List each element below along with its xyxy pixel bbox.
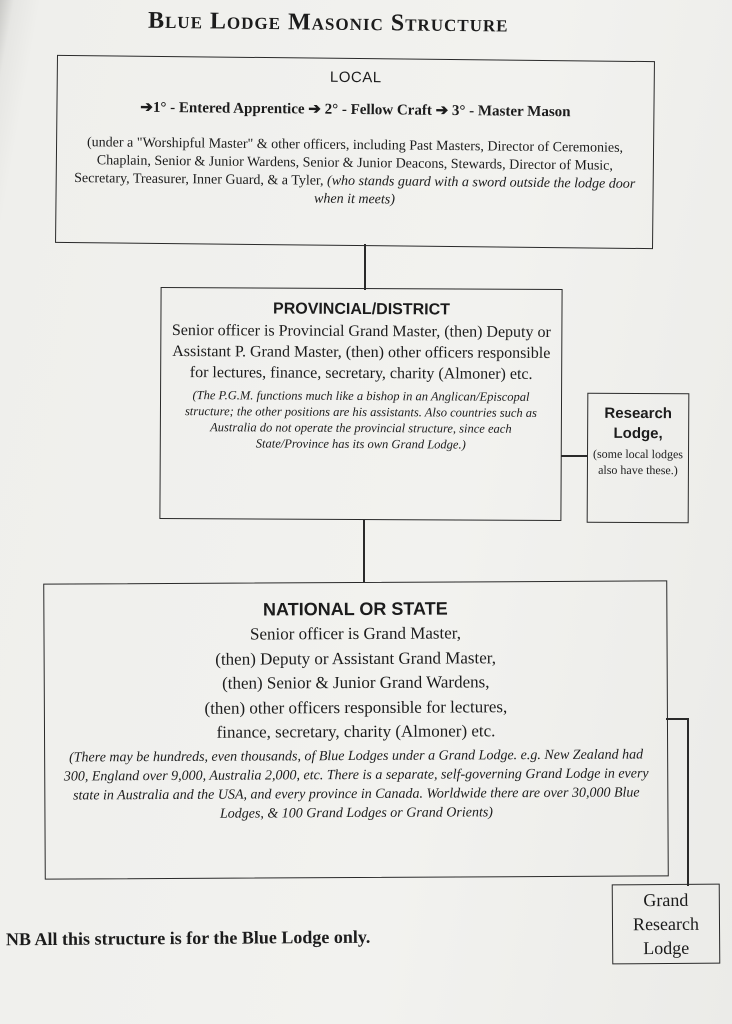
research-heading: Research Lodge,: [604, 404, 673, 443]
connector-provincial-research: [561, 455, 588, 457]
national-line: (then) Senior & Junior Grand Wardens,: [221, 672, 490, 693]
connector-national-grand-h: [666, 718, 688, 720]
connector-provincial-national: [363, 520, 365, 582]
diagram-title: Blue Lodge Masonic Structure: [147, 7, 509, 38]
provincial-note: (The P.G.M. functions much like a bishop in an Anglican/Episcopal structure; the other positions are his assistants. Also countries such as Australia do not operate the provincial structure, since each State/Province has its own Grand Lodge.): [184, 388, 537, 452]
grand-research-lodge-box: Grand Research Lodge: [612, 884, 721, 965]
provincial-body: Senior officer is Provincial Grand Master, (then) Deputy or Assistant P. Grand Master, (then) other officers responsible for lectures, finance, secretary, charity (Almoner) etc.: [171, 322, 551, 383]
connector-local-provincial: [364, 244, 366, 290]
tyler-note: (who stands guard with a sword outside the lodge door when it meets): [313, 173, 636, 208]
national-line: finance, secretary, charity (Almoner) etc.: [216, 721, 496, 742]
provincial-box: [159, 287, 562, 521]
national-line: Senior officer is Grand Master,: [249, 623, 462, 644]
connector-national-grand-v: [687, 718, 689, 886]
degrees-line: ➔1° - Entered Apprentice ➔ 2° - Fellow Craft ➔ 3° - Master Mason: [140, 99, 571, 121]
local-box: [55, 55, 655, 249]
national-note: (There may be hundreds, even thousands, of Blue Lodges under a Grand Lodge. e.g. New Zealand had 300, England over 9,000, Australia 2,000, etc. There is a separate, self-governing Grand Lodge in every state in Australia and the USA, and every province in Canada. Worldwide there are over 30,000 Blue Lodges, & 100 Grand Lodges or Grand Orients): [63, 746, 649, 822]
footnote: NB All this structure is for the Blue Lodge only.: [5, 926, 371, 950]
national-box: [43, 580, 669, 879]
provincial-heading: PROVINCIAL/DISTRICT: [272, 300, 450, 319]
local-officers: (under a "Worshipful Master" & other officers, including Past Masters, Director of Ceremonies, Chaplain, Senior & Junior Wardens, Senior & Junior Deacons, Stewards, Director of Music, Secretary, Treasurer, Inner Guard, & a Tyler,: [74, 135, 624, 189]
research-note: (some local lodges also have these.): [592, 446, 684, 478]
national-heading: NATIONAL OR STATE: [262, 598, 448, 620]
national-line: (then) Deputy or Assistant Grand Master,: [215, 647, 497, 669]
national-body: [44, 620, 667, 746]
local-officers-text: [56, 134, 653, 212]
research-lodge-box: [587, 393, 690, 524]
national-line: (then) other officers responsible for lectures,: [204, 696, 508, 718]
local-heading: LOCAL: [329, 68, 382, 87]
